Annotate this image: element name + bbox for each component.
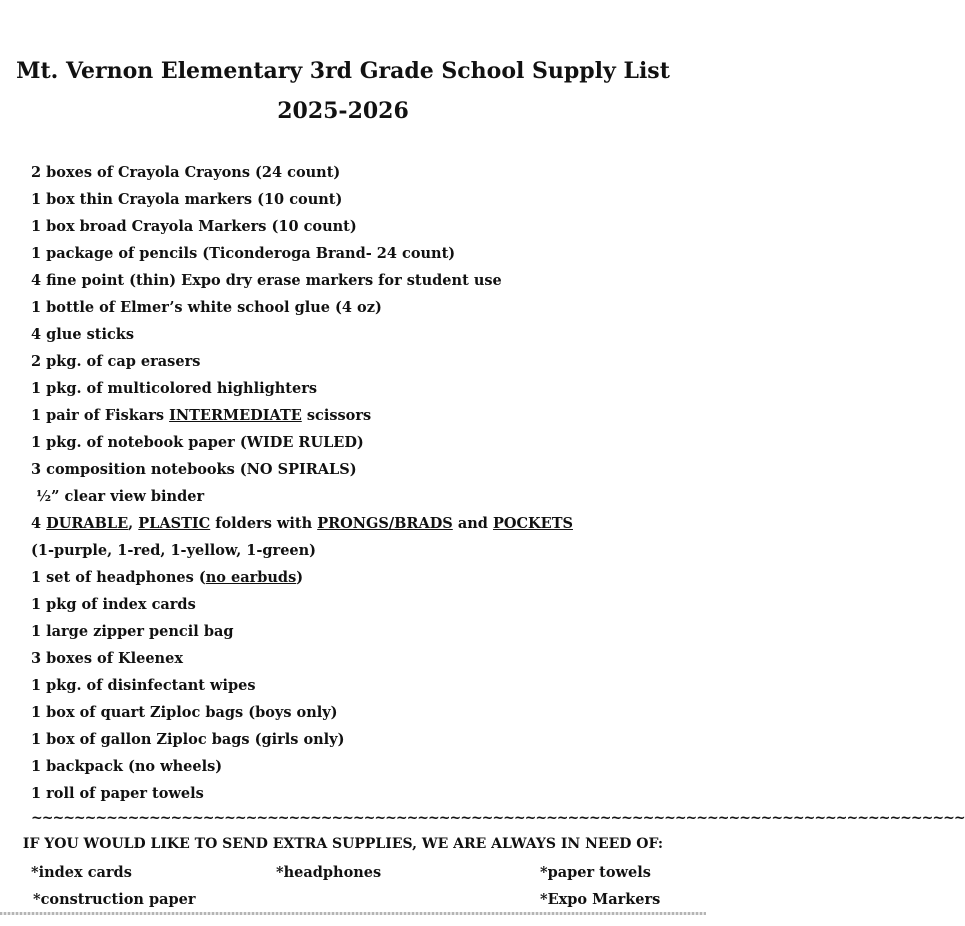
list-item: 1 large zipper pencil bag xyxy=(31,623,234,640)
item-text: ) xyxy=(296,569,304,586)
underlined-text: no earbuds xyxy=(205,569,297,586)
list-item: 1 backpack (no wheels) xyxy=(31,758,223,775)
underlined-text: INTERMEDIATE xyxy=(169,407,302,424)
item-text: , xyxy=(128,515,139,532)
underlined-text: PRONGS/BRADS xyxy=(317,515,453,532)
list-item: 3 boxes of Kleenex xyxy=(31,650,183,667)
list-item: 1 box of quart Ziploc bags (boys only) xyxy=(31,704,338,721)
school-year: 2025-2026 xyxy=(277,98,409,124)
list-item: 4 fine point (thin) Expo dry erase markers for student use xyxy=(31,272,502,289)
list-item: 1 roll of paper towels xyxy=(31,785,204,802)
list-item: 1 box thin Crayola markers (10 count) xyxy=(31,191,343,208)
list-item: 4 glue sticks xyxy=(31,326,135,343)
item-text: 1 pair of Fiskars xyxy=(31,407,170,424)
list-item: 1 package of pencils (Ticonderoga Brand- 24 count) xyxy=(31,245,456,262)
list-item: 1 box broad Crayola Markers (10 count) xyxy=(31,218,357,235)
list-item xyxy=(31,564,573,591)
item-text: 4 xyxy=(31,515,47,532)
list-item: 1 pkg. of disinfectant wipes xyxy=(31,677,256,694)
underlined-text: PLASTIC xyxy=(138,515,211,532)
extra-supply-item: *construction paper xyxy=(33,891,196,908)
item-text: and xyxy=(452,515,493,532)
supply-list xyxy=(31,159,573,807)
list-item: 2 boxes of Crayola Crayons (24 count) xyxy=(31,164,341,181)
page-bottom-edge xyxy=(0,912,706,915)
extra-supply-item: *index cards xyxy=(31,864,132,881)
extra-supply-item: *paper towels xyxy=(540,864,651,881)
list-item: 1 pkg. of notebook paper (WIDE RULED) xyxy=(31,434,364,451)
list-item: 2 pkg. of cap erasers xyxy=(31,353,201,370)
underlined-text: DURABLE xyxy=(46,515,129,532)
extra-supply-item: *Expo Markers xyxy=(540,891,661,908)
item-text: folders with xyxy=(210,515,318,532)
list-item: 1 pkg. of multicolored highlighters xyxy=(31,380,317,397)
list-item: 1 bottle of Elmer’s white school glue (4 oz) xyxy=(31,299,382,316)
list-item: 1 box of gallon Ziploc bags (girls only) xyxy=(31,731,345,748)
list-item: 1 pkg of index cards xyxy=(31,596,196,613)
underlined-text: POCKETS xyxy=(492,515,573,532)
page-title: Mt. Vernon Elementary 3rd Grade School Supply List xyxy=(16,58,670,84)
list-item xyxy=(31,510,573,537)
item-text: scissors xyxy=(301,407,372,424)
list-item: (1-purple, 1-red, 1-yellow, 1-green) xyxy=(31,542,317,559)
extra-supplies-heading: IF YOU WOULD LIKE TO SEND EXTRA SUPPLIES, WE ARE ALWAYS IN NEED OF: xyxy=(22,836,664,852)
item-text: 1 set of headphones ( xyxy=(31,569,206,586)
list-item xyxy=(31,402,573,429)
tilde-divider: ~~~~~~~~~~~~~~~~~~~~~~~~~~~~~~~~~~~~~~~~~~~~~~~~~~~~~~~~~~~~~~~~~~~~~~~~~~~~~~~~~~~~~~~ xyxy=(31,810,965,826)
list-item: ½” clear view binder xyxy=(31,488,205,505)
extra-supply-item: *headphones xyxy=(276,864,382,881)
list-item: 3 composition notebooks (NO SPIRALS) xyxy=(31,461,357,478)
